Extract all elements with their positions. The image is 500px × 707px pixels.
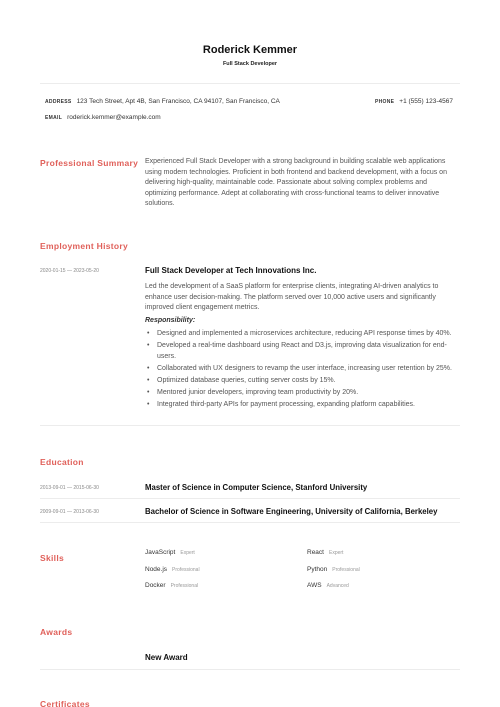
list-item [145,329,461,340]
section-title-employment: Employment History [40,241,129,251]
section-title-education: Education [40,457,84,467]
header-divider [40,83,460,84]
skill-name: Docker [145,582,166,589]
contact-address [45,98,280,105]
skill-level: Professional [172,567,200,573]
bullet-icon: • [147,330,150,337]
address-value: 123 Tech Street, Apt 4B, San Francisco, CA 94107, San Francisco, CA [76,98,280,105]
awards-divider [40,669,460,670]
education-title: Bachelor of Science in Software Engineering, University of California, Berkeley [145,507,438,516]
education-divider [40,498,460,499]
phone-value: +1 (555) 123-4567 [399,98,453,105]
skill-name: React [307,549,324,556]
address-label: ADDRESS [45,99,72,105]
section-title-summary: Professional Summary [40,158,139,168]
skill-level: Expert [180,550,195,556]
employment-divider [40,425,460,426]
skill-name: JavaScript [145,549,176,556]
bullet-icon: • [147,364,150,372]
bullet-icon: • [147,400,150,408]
skill-item [307,549,343,556]
skill-level: Professional [170,583,199,589]
bullet-icon: • [147,376,150,384]
candidate-name: Roderick Kemmer [202,44,298,56]
section-title-awards: Awards [40,627,73,637]
bullet-text: Collaborated with UX designers to revamp the user interface, increasing user retention by 25%. [157,364,452,372]
list-item [145,388,461,399]
skill-item [307,582,349,589]
education-title: Master of Science in Computer Science, Stanford University [145,483,368,492]
skill-item [145,549,195,556]
bullet-text: Integrated third-party APIs for payment processing, expanding platform capabilities. [157,400,415,408]
bullet-icon: • [147,342,150,349]
job-title: Full Stack Developer at Tech Innovations Inc. [145,266,317,275]
bullet-text: Designed and implemented a microservices architecture, reducing API response times by 40%. [157,330,452,337]
education-date: 2009-09-01 — 2013-06-30 [40,509,99,515]
skill-level: Professional [332,567,360,573]
skill-name: Python [307,566,328,573]
job-description: Led the development of a SaaS platform for enterprise clients, integrating AI-driven analytics to enhance user decision-making. The platform served over 10,000 active users and significantly improved client engagement metrics. [145,283,439,311]
bullet-text: Developed a real-time dashboard using React and D3.js, improving data visualization for end-users. [157,342,447,360]
responsibility-list [145,329,461,412]
email-value[interactable]: roderick.kemmer@example.com [67,114,161,121]
job-date: 2020-01-15 — 2023-05-20 [40,268,99,274]
section-title-certificates: Certificates [40,699,90,707]
contact-phone [375,98,453,105]
contact-email [45,114,161,121]
list-item [145,364,461,375]
skill-name: Node.js [145,566,168,573]
summary-text: Experienced Full Stack Developer with a strong background in building scalable web applications using modern technologies. Proficient in both frontend and backend development, with a focus on delivering high-quality, maintainable code. Passionate about solving complex problems and optimizing performance. Adept at collaborating with cross-functional teams to deliver innovative solutions. [145,158,447,207]
responsibility-label: Responsibility: [145,317,196,324]
list-item [145,376,461,387]
resume-header [0,44,500,67]
email-label: EMAIL [45,115,63,121]
skill-level: Expert [328,550,344,556]
skill-item [145,582,198,589]
phone-label: PHONE [375,99,395,105]
award-title: New Award [145,653,188,662]
bullet-icon: • [147,388,150,396]
skill-item [145,566,200,573]
skill-level: Advanced [326,583,349,589]
education-divider [40,522,460,523]
skill-name: AWS [307,582,322,589]
candidate-role: Full Stack Developer [222,61,278,67]
education-date: 2013-09-01 — 2015-06-30 [40,485,99,491]
bullet-text: Optimized database queries, cutting server costs by 15%. [157,376,336,384]
list-item [145,341,461,362]
list-item [145,400,461,411]
skill-item [307,566,360,573]
bullet-text: Mentored junior developers, improving team productivity by 20%. [157,388,359,396]
section-title-skills: Skills [40,553,65,563]
